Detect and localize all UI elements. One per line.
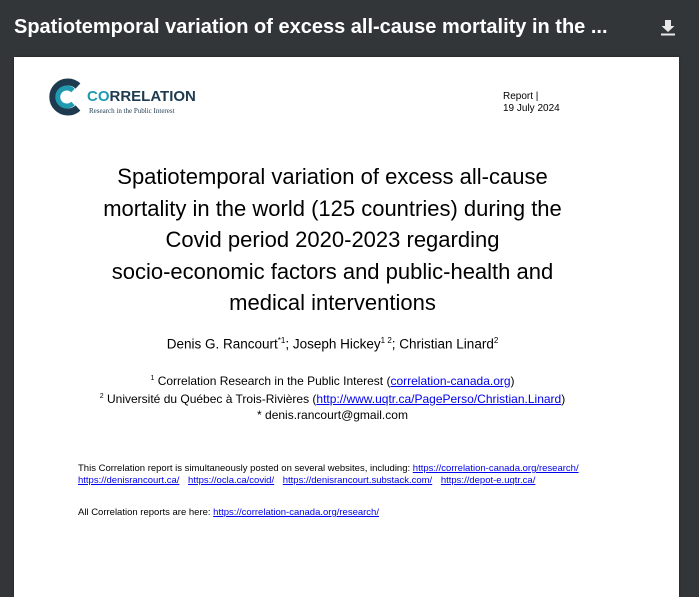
- affiliations: [30, 371, 635, 423]
- all-reports-link[interactable]: https://correlation-canada.org/research/: [213, 507, 379, 518]
- title-line: mortality in the world (125 countries) during the: [103, 195, 562, 221]
- author-name: Joseph Hickey: [292, 336, 381, 352]
- affiliation-number: 2: [99, 393, 104, 400]
- logo-tagline: Research in the Public Interest: [89, 107, 175, 115]
- author-separator: ;: [391, 336, 400, 352]
- correlation-logo: [48, 78, 208, 118]
- all-reports-text: All Correlation reports are here:: [78, 507, 214, 518]
- title-line: Spatiotemporal variation of excess all-cause: [117, 164, 548, 189]
- viewer-toolbar: [0, 0, 699, 54]
- author-affiliation-mark: 1 2: [380, 336, 392, 345]
- author-affiliation-mark: 2: [493, 336, 499, 345]
- affiliation-close: ): [510, 374, 515, 388]
- affiliation-text: Correlation Research in the Public Interest (: [154, 374, 391, 388]
- affiliation-2: [30, 389, 635, 407]
- author-affiliation-mark: *1: [277, 336, 286, 345]
- author-list: [60, 332, 605, 354]
- report-meta: [503, 91, 560, 115]
- download-button[interactable]: [656, 15, 680, 39]
- affiliation-link[interactable]: correlation-canada.org: [390, 374, 511, 388]
- logo-wordmark: [87, 89, 196, 105]
- affiliation-number: 1: [150, 375, 155, 382]
- title-line: medical interventions: [229, 290, 436, 315]
- report-type: Report |: [503, 91, 539, 102]
- affiliation-1: [30, 371, 635, 389]
- report-date: 19 July 2024: [503, 103, 560, 114]
- logo-wordmark-rest: RRELATION: [109, 88, 196, 105]
- download-icon: [656, 15, 680, 39]
- posting-link[interactable]: https://denisrancourt.ca/: [78, 475, 180, 487]
- posting-link[interactable]: https://depot-e.uqtr.ca/: [440, 475, 536, 487]
- title-line: Covid period 2020-2023 regarding: [165, 227, 500, 252]
- author-separator: ;: [285, 336, 293, 352]
- title-line: socio-economic factors and public-health and: [111, 258, 554, 284]
- correlation-logo-mark: [48, 78, 86, 116]
- affiliation-text: Université du Québec à Trois-Rivières (: [103, 392, 317, 406]
- author-name: Denis G. Rancourt: [166, 336, 278, 352]
- posting-link[interactable]: https://correlation-canada.org/research/: [412, 463, 579, 474]
- posting-link[interactable]: https://denisrancourt.substack.com/: [282, 475, 433, 487]
- logo-wordmark-accent: CO: [87, 88, 110, 105]
- author-name: Christian Linard: [399, 336, 494, 352]
- affiliation-link[interactable]: http://www.uqtr.ca/PagePerso/Christian.Linard: [316, 392, 562, 406]
- posting-notice: [78, 463, 590, 487]
- paper-title: [60, 161, 605, 319]
- document-title: Spatiotemporal variation of excess all-cause mortality in the ...: [14, 16, 608, 38]
- corresponding-email: * denis.rancourt@gmail.com: [257, 408, 408, 422]
- affiliation-close: ): [561, 392, 566, 406]
- all-reports-notice: [78, 507, 590, 519]
- posting-link[interactable]: https://ocla.ca/covid/: [188, 475, 275, 487]
- posting-notice-text: This Correlation report is simultaneously posted on several websites, including:: [78, 463, 413, 474]
